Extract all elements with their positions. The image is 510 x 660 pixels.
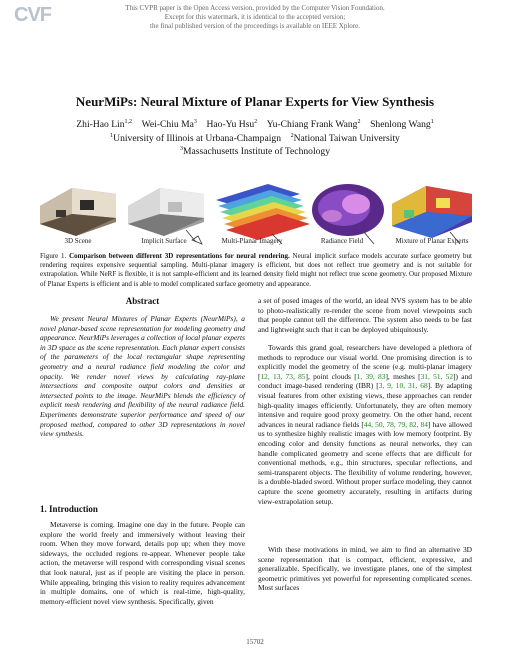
author-affil: 1,2 <box>124 119 133 125</box>
watermark-line: Except for this watermark, it is identical to the accepted version; <box>164 13 346 21</box>
intro-body <box>40 520 245 606</box>
affiliation: University of Illinois at Urbana-Champaign <box>113 132 281 144</box>
multi-planar-thumbnail <box>216 184 310 244</box>
paragraph-text <box>258 343 472 506</box>
affiliations-line <box>0 131 510 145</box>
figure-label: Multi-Planar Imagery <box>221 237 283 245</box>
citation-link[interactable]: 12, 13, 73, 85 <box>260 371 306 381</box>
text-run: ], point clouds [ <box>305 371 357 381</box>
author-name: Yu-Chiang Frank Wang <box>266 119 358 131</box>
citation-link[interactable]: 31, 51, 52 <box>420 371 454 381</box>
affil-mark: 2 <box>290 132 294 139</box>
text-run: Towards this grand goal, researchers have developed a plethora of methods to reproduce our visual world. One promising direction is to explicitly model the geometry of the scene (e.g. multi-planar imagery [ <box>258 343 472 381</box>
author-affil: 2 <box>254 119 258 125</box>
watermark-line: This CVPR paper is the Open Access version, provided by the Computer Vision Foundation. <box>125 4 385 12</box>
citation-link[interactable]: 44, 50, 78, 79, 82, 84 <box>363 419 428 429</box>
implicit-surface-thumbnail <box>128 188 204 244</box>
text-run: ]. By adapting visual features from other existing views, these approaches can render high-quality images efficiently. Unfortunately, they are often memory intensive and require good proxy geometry. On the other hand, recent advances in neural radiance fields [ <box>258 381 473 429</box>
radiance-field-thumbnail <box>312 184 384 244</box>
figure-label: 3D Scene <box>64 237 92 245</box>
caption-bold: Comparison between different 3D representations for neural rendering. <box>69 252 290 260</box>
figure-caption <box>40 252 472 289</box>
affiliation: Massachusetts Institute of Technology <box>182 146 331 158</box>
citation-link[interactable]: 3, 9, 10, 31, 68 <box>378 381 428 391</box>
paper-title: NeurMiPs: Neural Mixture of Planar Experts for View Synthesis <box>75 94 435 109</box>
figure-label: Implicit Surface <box>141 237 187 245</box>
author-name: Zhi-Hao Lin <box>76 119 125 131</box>
right-paragraph-3 <box>258 545 472 593</box>
text-run: ] have allowed us to synthesize highly realistic images with low memory footprint. By encoding color and density functions as neural networks, they can handle complicated geometry and scene effects that are difficult for conventional methods, e.g., thin structures, specular reflections, and semi-transparent objects. The flexibility of volume rendering, however, is a double-bladed sword. Without proper surface modeling, they cannot capture the scene geometry accurately, resulting in artifacts during view-extrapolation setup. <box>258 419 472 506</box>
affil-mark: 3 <box>179 146 183 153</box>
citation-link[interactable]: 1, 39, 83 <box>356 371 386 381</box>
planar-experts-thumbnail <box>392 186 472 244</box>
figure-1-illustration <box>36 164 476 248</box>
right-paragraph-2 <box>258 343 472 506</box>
affiliations-line <box>0 144 510 158</box>
text-run: ]) and conduct image-based rendering (IBR) [ <box>258 371 472 391</box>
affil-mark: 1 <box>110 132 114 139</box>
figure-label: Radiance Field <box>320 237 364 245</box>
author-affil: 2 <box>357 119 361 125</box>
scene-thumbnail <box>40 188 116 236</box>
paragraph-text: a set of posed images of the world, an ideal NVS system has to be able to photo-realistically re-render the scene from novel viewpoints such that people cannot tell the difference. The system also needs to be fast and lightweight such that it can be deployed ubiquitously. <box>258 296 472 334</box>
author-name: Hao-Yu Hsu <box>206 119 255 131</box>
right-paragraph-1 <box>258 296 472 334</box>
paragraph-text: With these motivations in mind, we aim to find an alternative 3D scene representation that is compact, efficient, expressive, and generalizable. Specifically, we investigate planes, one of the simplest geometric primitives yet powerful for representing complicated scenes. Most surfaces <box>258 545 472 593</box>
figure-label: Mixture of Planar Experts <box>395 237 469 245</box>
intro-text: Metaverse is coming. Imagine one day in the future. People can explore the world freely and immersively without leaving their room. When they move forward, details pop up; when they move sideways, the occluded regions re-appear. Whenever people take action, the metaverse will respond with corresponding visual scenes that look natural, just as if people are visiting the place in person. While appealing, bringing this vision to reality requires advancement in multiple domains, one of which is real-time, high-quality, memory-efficient novel view synthesis. Specifically, given <box>40 520 245 606</box>
section-heading: 1. Introduction <box>40 504 98 514</box>
caption-text: Neural implicit surface models accurate surface geometry but rendering requires expensive sequential sampling. Multi-planar imagery is efficient, but does not reflect true geometry and is not suitable for extrapolation. While NeRF is flexible, it is not sample-efficient and its learned density field might not reflect true scene geometry. Our proposed Mixture of Planar Experts is efficient and is able to model complicated surface geometry and appearance. <box>40 252 473 288</box>
affiliation: National Taiwan University <box>293 132 400 144</box>
author-affil: 1 <box>430 119 434 125</box>
caption-prefix: Figure 1. <box>40 252 67 260</box>
author-affil: 3 <box>193 119 197 125</box>
abstract-text: We present Neural Mixtures of Planar Experts (NeurMiPs), a novel planar-based scene representation for modeling geometry and appearance. NeurMiPs leverages a collection of local planar experts in 3D space as the scene representation. Each planar expert consists of the parameters of the local rectangular shape representing geometry and a neural radiance field modeling the color and opacity. We render novel views by calculating ray-plane intersections and composite output colors and densities at intersected points to the image. NeurMiPs blends the efficiency of explicit mesh rendering and flexibility of the neural radiance field. Experiments demonstrate superior performance and speed of our proposed method, compared to other 3D representations in novel view synthesis. <box>40 314 245 439</box>
abstract-body <box>40 314 245 439</box>
cvf-logo: CVF <box>14 4 51 26</box>
author-block <box>0 117 510 158</box>
text-run: ], meshes [ <box>385 371 421 381</box>
author-names <box>0 117 510 131</box>
abstract-heading: Abstract <box>125 296 160 306</box>
open-access-watermark <box>0 4 510 31</box>
author-name: Shenlong Wang <box>370 119 431 131</box>
author-name: Wei-Chiu Ma <box>141 119 194 131</box>
watermark-line: the final published version of the proceedings is available on IEEE Xplore. <box>150 22 360 30</box>
page-number: 15702 <box>246 638 264 646</box>
